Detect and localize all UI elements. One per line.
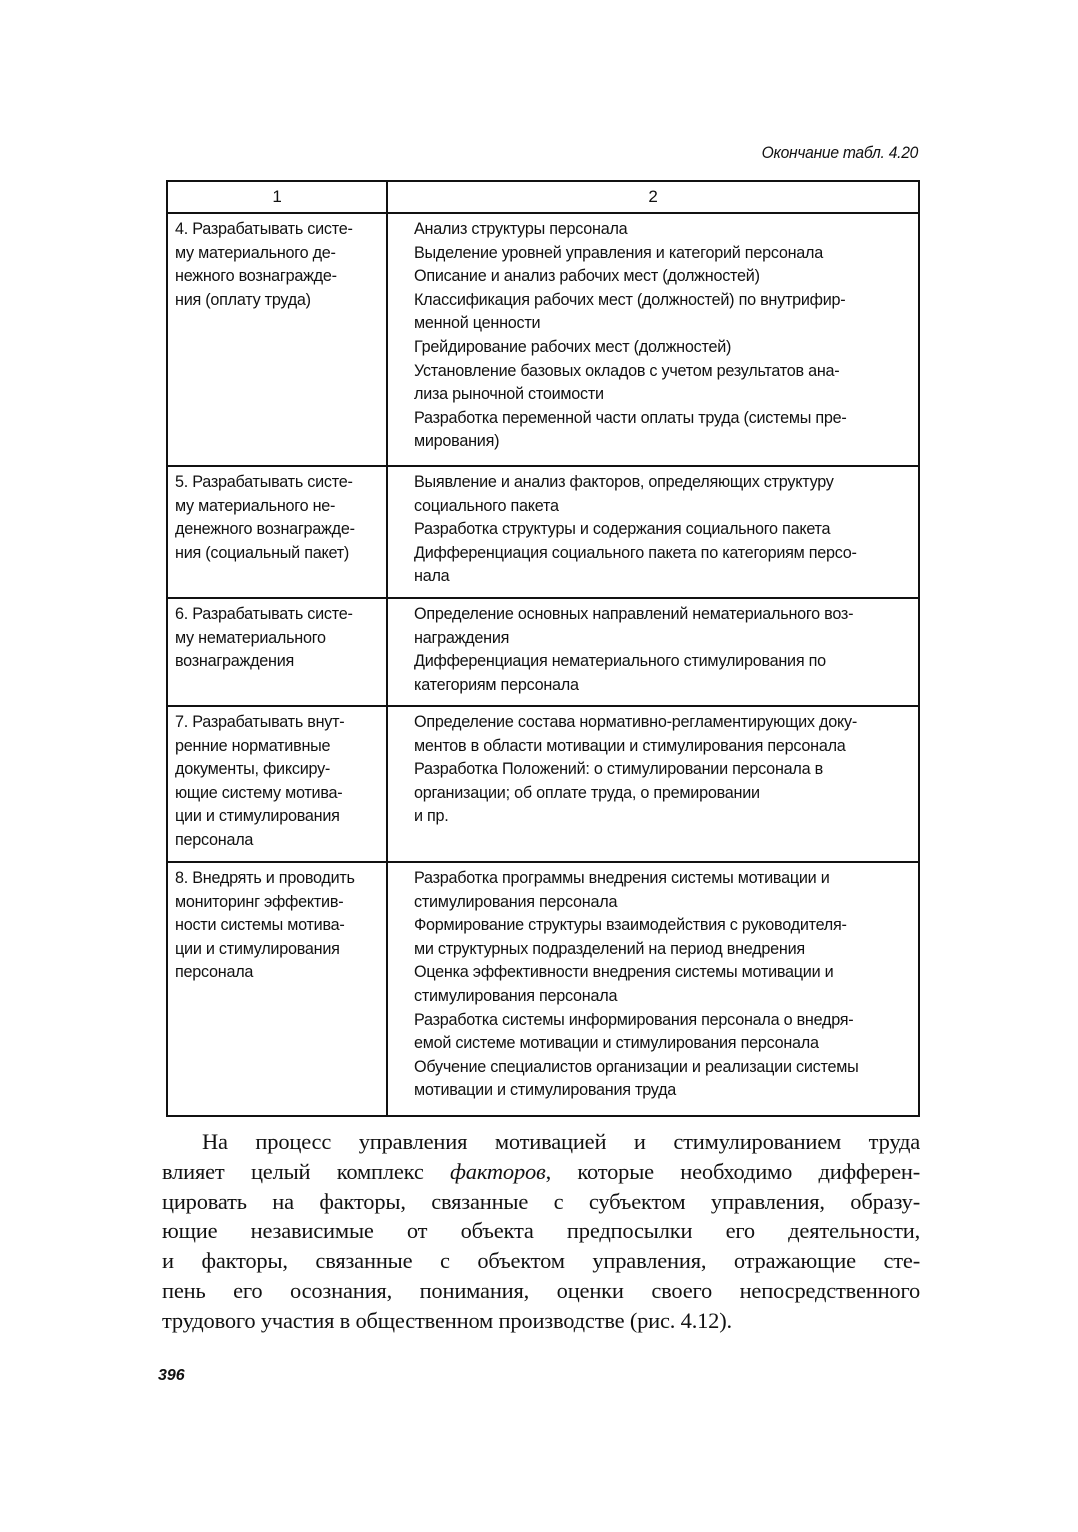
task-cell — [167, 598, 387, 706]
task-line: му материального де- — [175, 243, 336, 262]
activity-line: Разработка переменной части оплаты труда (системы пре- — [414, 408, 847, 427]
activity-line: Установление базовых окладов с учетом результатов ана- — [414, 361, 840, 380]
task-line: ции и стимулирования — [175, 939, 340, 958]
activity-line: Дифференциация нематериального стимулирования по — [414, 652, 826, 671]
table-header-row — [167, 181, 919, 213]
task-line: му материального не- — [175, 496, 336, 515]
task-line: ренние нормативные — [175, 736, 331, 755]
activity-line: Определение состава нормативно-регламентирующих доку- — [414, 713, 857, 731]
table-4-20 — [166, 180, 920, 1117]
paragraph-line: На процесс управления мотивацией и стимулированием труда — [202, 1129, 920, 1154]
activity-line: Выделение уровней управления и категорий персонала — [414, 243, 823, 262]
table-row — [167, 706, 919, 862]
task-cell — [167, 706, 387, 862]
page-number: 396 — [158, 1367, 185, 1384]
body-paragraph — [162, 1127, 920, 1336]
paragraph-line-tail: , которые необходимо дифферен- — [545, 1158, 920, 1184]
activity-line: Разработка программы внедрения системы мотивации и — [414, 869, 830, 887]
activity-line: емой системе мотивации и стимулирования персонала — [414, 1034, 819, 1053]
activity-line: ми структурных подразделений на период внедрения — [414, 939, 805, 958]
paragraph-line: и факторы, связанные с объектом управления, отражающие сте- — [162, 1248, 920, 1274]
activity-line: мирования) — [414, 432, 500, 451]
activity-line: категориям персонала — [414, 675, 579, 694]
activities-cell — [387, 598, 919, 706]
activities-cell — [387, 213, 919, 466]
table-caption: Окончание табл. 4.20 — [761, 143, 918, 162]
task-line: ния (оплату труда) — [175, 290, 311, 309]
task-line: мониторинг эффектив- — [175, 892, 344, 911]
activity-line: стимулирования персонала — [414, 986, 618, 1005]
emphasis-term: факторов — [450, 1158, 546, 1184]
activities-cell — [387, 706, 919, 862]
activity-line: и пр. — [414, 807, 449, 826]
activity-line: Разработка Положений: о стимулировании персонала в — [414, 760, 823, 779]
activity-line: нала — [414, 567, 450, 586]
activity-line: Оценка эффективности внедрения системы мотивации и — [414, 963, 834, 982]
task-line: вознаграждения — [175, 652, 295, 671]
task-cell — [167, 862, 387, 1116]
activity-line: организации; об оплате труда, о премировании — [414, 783, 760, 802]
table-row — [167, 862, 919, 1116]
activity-line: Формирование структуры взаимодействия с руководителя- — [414, 916, 847, 935]
activity-line: Классификация рабочих мест (должностей) по внутрифир- — [414, 290, 846, 309]
activity-line: Выявление и анализ факторов, определяющих структуру — [414, 473, 834, 491]
activity-line: Разработка структуры и содержания социального пакета — [414, 520, 831, 539]
task-line: ности системы мотива- — [175, 916, 345, 935]
activities-cell — [387, 862, 919, 1116]
task-line: му нематериального — [175, 628, 326, 647]
task-line: 6. Разрабатывать систе- — [175, 605, 353, 623]
task-line: ющие систему мотива- — [175, 783, 343, 802]
task-line: документы, фиксиру- — [175, 760, 331, 779]
paragraph-line: цировать на факторы, связанные с субъектом управления, образу- — [162, 1188, 920, 1214]
table-row — [167, 466, 919, 598]
paragraph-line-head: влияет целый комплекс — [162, 1158, 450, 1184]
column-header-1: 1 — [167, 181, 387, 213]
activities-cell — [387, 466, 919, 598]
task-cell — [167, 213, 387, 466]
task-line: денежного вознагражде- — [175, 520, 355, 539]
activity-line: Анализ структуры персонала — [414, 220, 628, 238]
activity-line: награждения — [414, 628, 510, 647]
activity-line: мотивации и стимулирования труда — [414, 1081, 677, 1100]
activity-line: Дифференциация социального пакета по категориям персо- — [414, 543, 857, 562]
task-line: 8. Внедрять и проводить — [175, 869, 355, 887]
activity-line: Грейдирование рабочих мест (должностей) — [414, 337, 732, 356]
task-line: персонала — [175, 963, 254, 982]
activity-line: Определение основных направлений нематериального воз- — [414, 605, 854, 623]
column-header-2: 2 — [387, 181, 919, 213]
task-line: ции и стимулирования — [175, 807, 340, 826]
task-line: нежного вознагражде- — [175, 267, 337, 286]
activity-line: стимулирования персонала — [414, 892, 618, 911]
task-line: ния (социальный пакет) — [175, 543, 350, 562]
paragraph-line: ющие независимые от объекта предпосылки его деятельности, — [162, 1218, 920, 1244]
task-line: 4. Разрабатывать систе- — [175, 220, 353, 238]
activity-line: Описание и анализ рабочих мест (должностей) — [414, 267, 760, 286]
paragraph-line: пень его осознания, понимания, оценки своего непосредственного — [162, 1277, 920, 1303]
task-cell — [167, 466, 387, 598]
activity-line: менной ценности — [414, 314, 541, 333]
paragraph-line: трудового участия в общественном производстве (рис. 4.12). — [162, 1307, 732, 1333]
paragraph-line — [162, 1157, 920, 1187]
task-line: 5. Разрабатывать систе- — [175, 473, 353, 491]
table-row — [167, 213, 919, 466]
activity-line: ментов в области мотивации и стимулирования персонала — [414, 736, 846, 755]
activity-line: Обучение специалистов организации и реализации системы — [414, 1057, 859, 1076]
task-line: 7. Разрабатывать внут- — [175, 713, 345, 731]
activity-line: Разработка системы информирования персонала о внедря- — [414, 1010, 854, 1029]
table-row — [167, 598, 919, 706]
activity-line: лиза рыночной стоимости — [414, 385, 604, 404]
activity-line: социального пакета — [414, 496, 559, 515]
task-line: персонала — [175, 830, 254, 849]
